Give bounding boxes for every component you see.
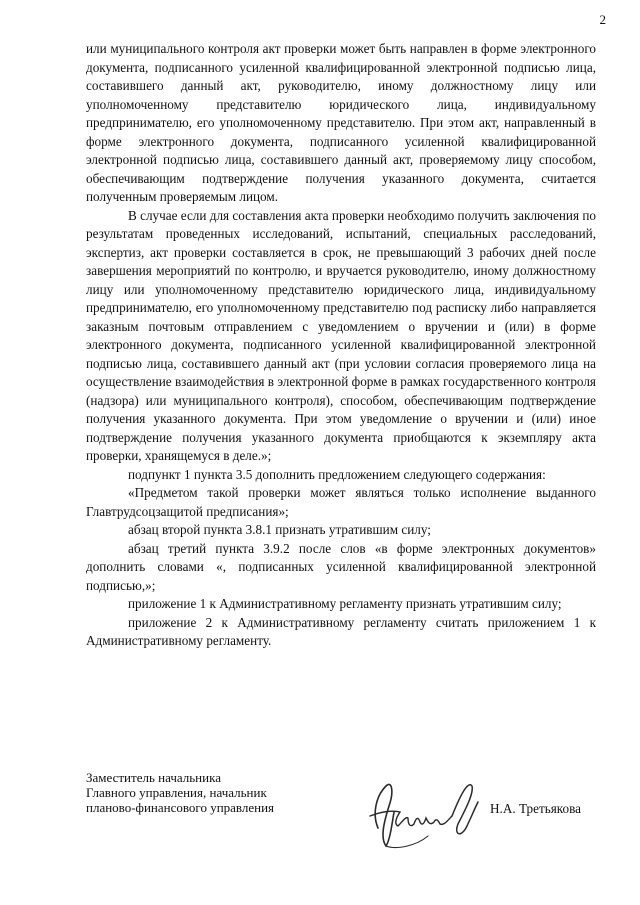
paragraph-4: «Предметом такой проверки может являться только исполнение выданного Главтрудсоцзащитой предписания»; [86, 485, 596, 519]
paragraph-7: приложение 1 к Административному регламенту признать утратившим силу; [128, 596, 562, 611]
handwritten-signature [356, 766, 496, 856]
document-body [86, 40, 596, 651]
paragraph-1: или муниципального контроля акт проверки может быть направлен в форме электронного документа, подписанного усиленной квалифицированной электронной подписью лица, составившего данный акт, руководителю, иному должностному лицу или уполномоченному представителю юридического лица, индивидуальному предпринимателю, его уполномоченному представителю. При этом акт, направленный в форме электронного документа, подписанного усиленной квалифицированной электронной подписью лица, составившего данный акт, проверяемому лицу способом, обеспечивающим подтверждение получения указанного документа, считается полученным проверяемым лицом. [86, 41, 596, 204]
signature-block [86, 770, 606, 860]
paragraph-6: абзац третий пункта 3.9.2 после слов «в форме электронных документов» дополнить словами «, подписанных усиленной квалифицированной электронной подписью,»; [86, 540, 596, 593]
signatory-title [86, 770, 274, 815]
signatory-title-line: Главного управления, начальник [86, 785, 267, 800]
paragraph-2: В случае если для составления акта проверки необходимо получить заключения по результатам проведенных исследований, испытаний, специальных расследований, экспертиз, акт проверки составляется в срок, не превышающий 3 рабочих дней после завершения мероприятий по контролю, и вручается руководителю, иному должностному лицу или уполномоченному представителю юридического лица, индивидуальному предпринимателю, его уполномоченному представителю под расписку либо направляется заказным почтовым отправлением с уведомлением о вручении и (или) в форме электронного документа, подписанного усиленной квалифицированной электронной подписью лица, составившего данный акт (при условии согласия проверяемого лица на осуществление взаимодействия в электронной форме в рамках государственного контроля (надзора) или муниципального контроля), способом, обеспечивающим подтверждение получения указанного документа. При этом уведомление о вручении и (или) иное подтверждение получения указанного документа приобщаются к экземпляру акта проверки, хранящемуся в деле.»; [86, 207, 596, 463]
paragraph-8: приложение 2 к Административному регламенту считать приложением 1 к Административному регламенту. [86, 614, 596, 648]
page-number: 2 [599, 12, 606, 27]
signatory-title-line: планово-финансового управления [86, 800, 275, 815]
paragraph-5: абзац второй пункта 3.8.1 признать утратившим силу; [128, 522, 431, 537]
signatory-name: Н.А. Третьякова [490, 801, 582, 816]
paragraph-3: подпункт 1 пункта 3.5 дополнить предложением следующего содержания: [128, 466, 546, 482]
signatory-title-line: Заместитель начальника [86, 770, 221, 785]
